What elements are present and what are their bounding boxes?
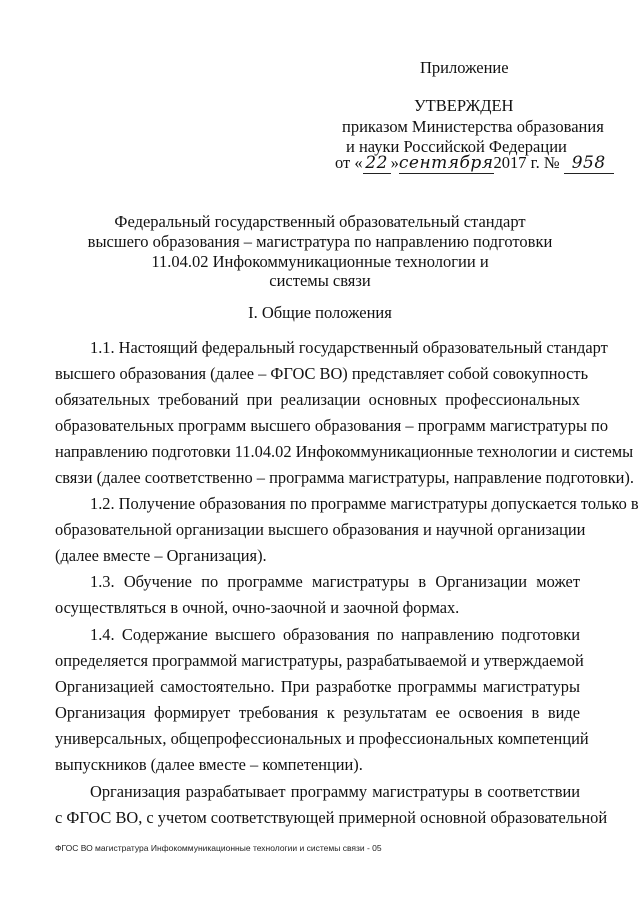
paragraph-1-line: 1.1. Настоящий федеральный государственный образовательный стандарт (90, 338, 608, 357)
title-line-1: Федеральный государственный образовательный стандарт (114, 212, 526, 231)
paragraph-2-line: (далее вместе – Организация). (55, 546, 267, 565)
paragraph-3-line: осуществляться в очной, очно-заочной и заочной формах. (55, 598, 460, 617)
date-prefix: от « (335, 153, 363, 172)
paragraph-5-line: Организация разрабатывает программу магистратуры в соответствии (90, 782, 580, 801)
paragraph-4-line: Организацией самостоятельно. При разработке программы магистратуры (55, 677, 580, 696)
paragraph-2-line: 1.2. Получение образования по программе магистратуры допускается только в (90, 494, 639, 513)
order-line-2: и науки Российской Федерации (346, 137, 567, 156)
page-footer: ФГОС ВО магистратура Инфокоммуникационные технологии и системы связи - 05 (55, 843, 382, 853)
title-line-4: системы связи (269, 271, 371, 290)
date-year: 2017 г. № (493, 153, 560, 172)
paragraph-4-line: универсальных, общепрофессиональных и профессиональных компетенций (55, 729, 589, 748)
order-number-handwritten: 958 (564, 153, 614, 174)
approved-label: УТВЕРЖДЕН (414, 96, 514, 115)
paragraph-1-line: образовательных программ высшего образования – программ магистратуры по (55, 416, 609, 435)
paragraph-1-line: обязательных требований при реализации основных профессиональных (55, 390, 580, 409)
appendix-label: Приложение (420, 58, 509, 77)
order-line-1: приказом Министерства образования (342, 117, 604, 136)
date-day-handwritten: 22 (363, 153, 391, 174)
paragraph-4-line: определяется программой магистратуры, разрабатываемой и утверждаемой (55, 651, 584, 670)
paragraph-4-line: выпускников (далее вместе – компетенции). (55, 755, 363, 774)
paragraph-1-line: направлению подготовки 11.04.02 Инфокоммуникационные технологии и системы (55, 442, 634, 461)
title-line-3: 11.04.02 Инфокоммуникационные технологии и (151, 252, 489, 271)
paragraph-5-line: с ФГОС ВО, с учетом соответствующей примерной основной образовательной (55, 808, 608, 827)
date-month-handwritten: сентября (398, 153, 494, 173)
section-heading: I. Общие положения (248, 303, 392, 322)
title-line-2: высшего образования – магистратура по направлению подготовки (87, 232, 553, 251)
paragraph-1-line: связи (далее соответственно – программа магистратуры, направление подготовки). (55, 468, 634, 487)
paragraph-3-line: 1.3. Обучение по программе магистратуры в Организации может (90, 572, 580, 591)
order-date-line (335, 153, 614, 174)
paragraph-4-line: Организация формирует требования к результатам ее освоения в виде (55, 703, 580, 722)
date-mid: » (390, 153, 399, 172)
paragraph-1-line: высшего образования (далее – ФГОС ВО) представляет собой совокупность (55, 364, 589, 383)
paragraph-4-line: 1.4. Содержание высшего образования по направлению подготовки (90, 625, 580, 644)
paragraph-2-line: образовательной организации высшего образования и научной организации (55, 520, 586, 539)
